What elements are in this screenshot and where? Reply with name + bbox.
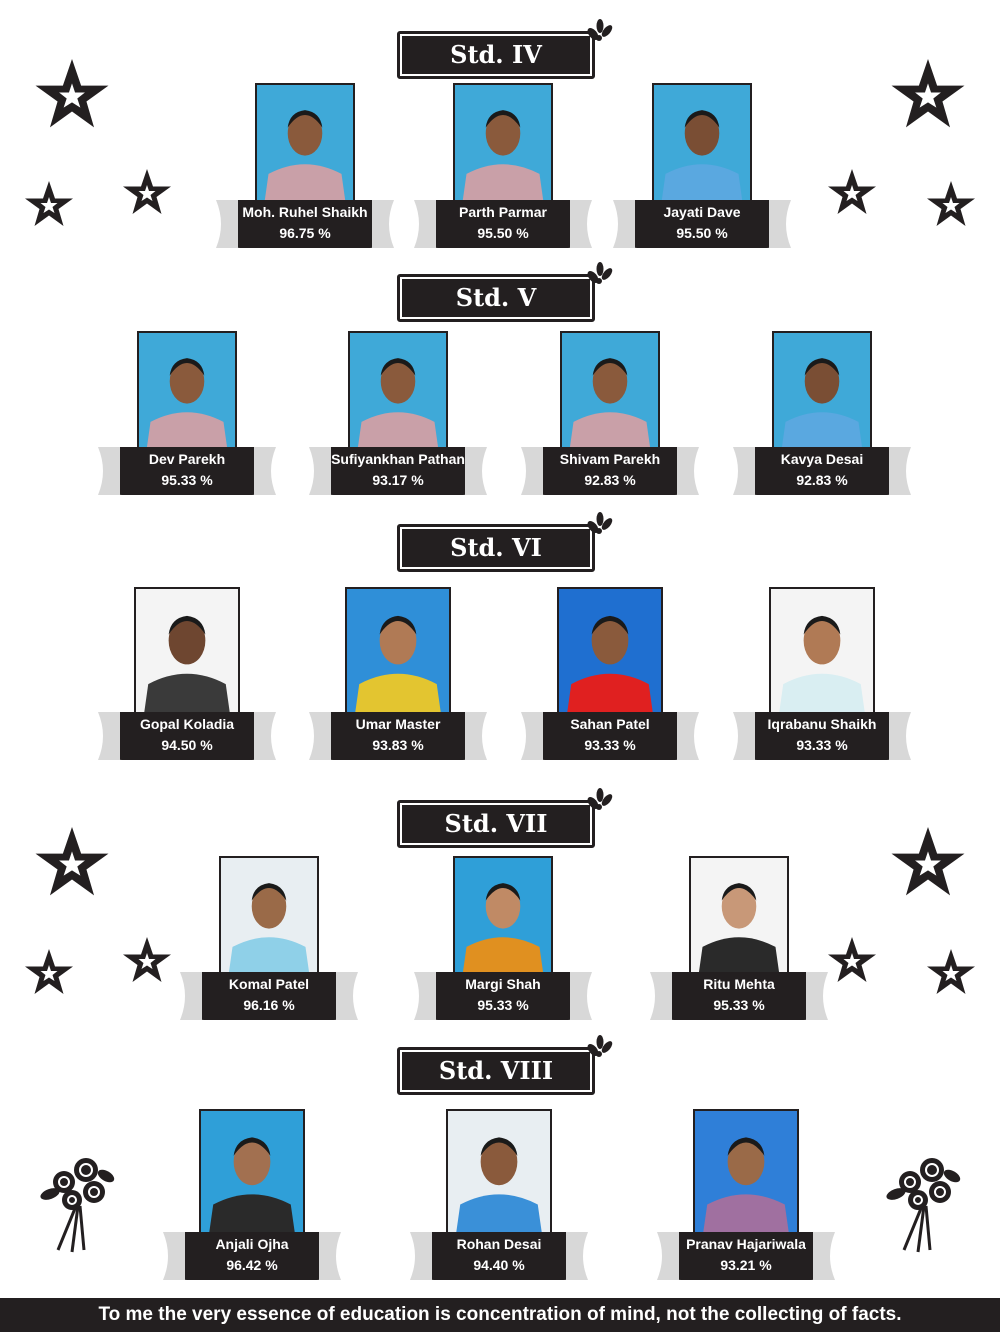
student-photo [689, 856, 789, 976]
name-plate [325, 712, 471, 760]
student-card [403, 83, 603, 253]
section-title: Std. V [455, 283, 537, 312]
star-icon [926, 946, 976, 1002]
student-photo [560, 331, 660, 451]
student-photo [255, 83, 355, 203]
student-name: Pranav Hajariwala [686, 1236, 806, 1252]
student-name: Jayati Dave [663, 204, 741, 220]
student-photo [453, 83, 553, 203]
student-score: 95.33 % [161, 472, 213, 488]
student-name: Sahan Patel [570, 716, 650, 732]
star-icon [34, 56, 110, 138]
floral-flourish-icon [584, 257, 614, 287]
student-photo [772, 331, 872, 451]
name-plate [114, 447, 260, 495]
student-card [403, 856, 603, 1026]
student-score: 95.33 % [477, 997, 529, 1013]
floral-flourish-icon [584, 1030, 614, 1060]
student-score: 93.21 % [720, 1257, 772, 1273]
footer-quote: To me the very essence of education is concentration of mind, not the collecting of facts. [98, 1304, 902, 1325]
student-name: Gopal Koladia [139, 716, 235, 732]
section-header-std-vi [397, 524, 595, 572]
name-plate [426, 1232, 572, 1280]
floral-flourish-icon [584, 507, 614, 537]
student-name: Shivam Parekh [559, 451, 661, 467]
student-photo [137, 331, 237, 451]
student-score: 95.50 % [676, 225, 728, 241]
student-card [152, 1109, 352, 1279]
student-score: 93.17 % [372, 472, 424, 488]
student-score: 94.40 % [473, 1257, 525, 1273]
student-card [639, 856, 839, 1026]
student-name: Anjali Ojha [215, 1236, 289, 1252]
student-name: Sufiyankhan Pathan [331, 451, 465, 467]
student-name: Umar Master [355, 716, 441, 732]
student-score: 93.33 % [796, 737, 848, 753]
student-card [510, 587, 710, 757]
star-icon [890, 56, 966, 138]
student-photo [453, 856, 553, 976]
student-score: 96.42 % [226, 1257, 278, 1273]
flower-bouquet-icon [38, 1146, 118, 1254]
student-score: 93.33 % [584, 737, 636, 753]
section-header-std-iv [397, 31, 595, 79]
student-name: Dev Parekh [148, 451, 226, 467]
section-title: Std. VIII [438, 1056, 554, 1085]
student-card [602, 83, 802, 253]
name-plate [430, 972, 576, 1020]
student-card [399, 1109, 599, 1279]
student-card [169, 856, 369, 1026]
student-name: Rohan Desai [456, 1236, 542, 1252]
floral-flourish-icon [584, 14, 614, 44]
section-header-std-vii [397, 800, 595, 848]
student-score: 94.50 % [161, 737, 213, 753]
name-plate [232, 200, 378, 248]
student-card [646, 1109, 846, 1279]
star-icon [24, 946, 74, 1002]
student-name: Komal Patel [228, 976, 310, 992]
floral-flourish-icon [584, 783, 614, 813]
student-card [298, 331, 498, 501]
student-card [87, 331, 287, 501]
student-score: 95.50 % [477, 225, 529, 241]
name-plate [179, 1232, 325, 1280]
student-card [722, 331, 922, 501]
student-score: 93.83 % [372, 737, 424, 753]
student-score: 92.83 % [584, 472, 636, 488]
name-plate [666, 972, 812, 1020]
name-plate [673, 1232, 819, 1280]
student-photo [693, 1109, 799, 1235]
star-icon [122, 934, 172, 990]
student-photo [652, 83, 752, 203]
student-card [87, 587, 287, 757]
student-card [510, 331, 710, 501]
star-icon [827, 934, 877, 990]
name-plate [114, 712, 260, 760]
name-plate [629, 200, 775, 248]
star-icon [890, 824, 966, 906]
section-header-std-v [397, 274, 595, 322]
star-icon [122, 166, 172, 222]
section-title: Std. IV [450, 40, 542, 69]
name-plate [430, 200, 576, 248]
student-score: 96.75 % [279, 225, 331, 241]
student-name: Parth Parmar [459, 204, 547, 220]
section-title: Std. VI [450, 533, 542, 562]
footer-quote-bar [0, 1298, 1000, 1332]
student-photo [769, 587, 875, 715]
student-card [298, 587, 498, 757]
student-photo [134, 587, 240, 715]
student-photo [345, 587, 451, 715]
student-score: 92.83 % [796, 472, 848, 488]
star-icon [827, 166, 877, 222]
student-card [205, 83, 405, 253]
name-plate [537, 712, 683, 760]
student-name: Iqrabanu Shaikh [767, 716, 877, 732]
student-score: 95.33 % [713, 997, 765, 1013]
name-plate [749, 447, 895, 495]
flower-bouquet-icon [884, 1146, 964, 1254]
student-card [722, 587, 922, 757]
name-plate [537, 447, 683, 495]
student-name: Kavya Desai [780, 451, 864, 467]
student-photo [446, 1109, 552, 1235]
section-header-std-viii [397, 1047, 595, 1095]
student-score: 96.16 % [243, 997, 295, 1013]
student-photo [199, 1109, 305, 1235]
section-title: Std. VII [444, 809, 548, 838]
star-icon [926, 178, 976, 234]
student-name: Ritu Mehta [703, 976, 775, 992]
student-name: Moh. Ruhel Shaikh [242, 204, 368, 220]
star-icon [34, 824, 110, 906]
name-plate [749, 712, 895, 760]
student-photo [348, 331, 448, 451]
name-plate [325, 447, 471, 495]
student-photo [557, 587, 663, 715]
student-photo [219, 856, 319, 976]
star-icon [24, 178, 74, 234]
student-name: Margi Shah [465, 976, 541, 992]
name-plate [196, 972, 342, 1020]
